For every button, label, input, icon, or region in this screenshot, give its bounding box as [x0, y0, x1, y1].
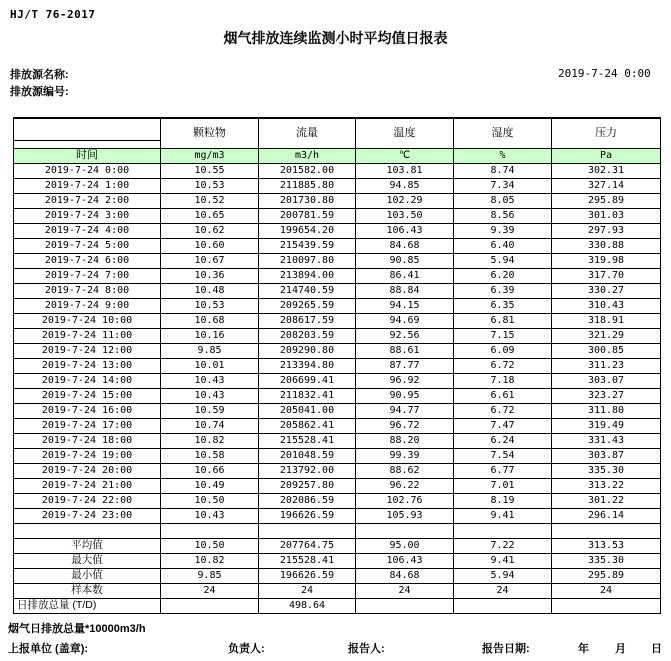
pressure-cell: 319.98	[552, 253, 661, 268]
particulate-cell: 10.67	[161, 253, 259, 268]
flow-cell: 200781.59	[259, 208, 356, 223]
flow-cell: 215439.59	[259, 238, 356, 253]
humidity-cell: 7.47	[454, 418, 552, 433]
pressure-cell	[552, 598, 661, 613]
humidity-cell: 8.05	[454, 193, 552, 208]
summary-label: 样本数	[14, 583, 161, 598]
humidity-cell: 7.54	[454, 448, 552, 463]
humidity-cell: 7.01	[454, 478, 552, 493]
humidity-cell: 5.94	[454, 568, 552, 583]
table-row	[14, 463, 661, 478]
table-row	[14, 373, 661, 388]
pressure-cell: 313.22	[552, 478, 661, 493]
monitoring-table	[13, 117, 661, 614]
table-row	[14, 208, 661, 223]
time-cell: 2019-7-24 15:00	[14, 388, 161, 403]
table-row	[14, 298, 661, 313]
particulate-cell: 10.43	[161, 508, 259, 523]
summary-label: 平均值	[14, 538, 161, 553]
temperature-cell: 84.68	[356, 568, 454, 583]
temperature-cell	[356, 598, 454, 613]
humidity-cell: 6.77	[454, 463, 552, 478]
reporter-label: 报告人:	[348, 643, 385, 655]
time-cell: 2019-7-24 12:00	[14, 343, 161, 358]
particulate-cell: 10.01	[161, 358, 259, 373]
temperature-cell: 94.85	[356, 178, 454, 193]
pressure-cell: 319.49	[552, 418, 661, 433]
table-row	[14, 163, 661, 178]
temperature-cell: 92.56	[356, 328, 454, 343]
time-header: 时间	[14, 148, 161, 163]
pressure-cell: 303.07	[552, 373, 661, 388]
time-cell: 2019-7-24 17:00	[14, 418, 161, 433]
table-row	[14, 343, 661, 358]
summary-label: 日排放总量 (T/D)	[14, 598, 161, 613]
column-header-particulate: 颗粒物	[161, 118, 259, 148]
summary-row	[14, 538, 661, 553]
pressure-cell: 295.89	[552, 568, 661, 583]
time-cell: 2019-7-24 13:00	[14, 358, 161, 373]
flow-cell: 211885.80	[259, 178, 356, 193]
summary-row	[14, 553, 661, 568]
pressure-cell: 335.30	[552, 463, 661, 478]
flow-cell: 196626.59	[259, 508, 356, 523]
month-label: 月	[615, 643, 626, 655]
temperature-cell: 90.95	[356, 388, 454, 403]
report-datetime: 2019-7-24 0:00	[558, 67, 651, 80]
pressure-cell: 303.87	[552, 448, 661, 463]
flow-cell: 209265.59	[259, 298, 356, 313]
flow-cell: 208203.59	[259, 328, 356, 343]
time-cell: 2019-7-24 19:00	[14, 448, 161, 463]
flow-cell: 208617.59	[259, 313, 356, 328]
report-date-label: 报告日期:	[482, 643, 530, 655]
pressure-cell: 296.14	[552, 508, 661, 523]
humidity-cell: 6.09	[454, 343, 552, 358]
temperature-cell: 103.81	[356, 163, 454, 178]
time-cell: 2019-7-24 0:00	[14, 163, 161, 178]
pressure-cell: 321.29	[552, 328, 661, 343]
humidity-cell: 9.41	[454, 553, 552, 568]
time-cell: 2019-7-24 14:00	[14, 373, 161, 388]
humidity-cell: 7.22	[454, 538, 552, 553]
temperature-cell: 94.15	[356, 298, 454, 313]
humidity-cell: 6.39	[454, 283, 552, 298]
year-label: 年	[578, 643, 589, 655]
temperature-cell: 99.39	[356, 448, 454, 463]
humidity-cell: 9.39	[454, 223, 552, 238]
particulate-cell: 10.74	[161, 418, 259, 433]
particulate-cell	[161, 598, 259, 613]
time-cell: 2019-7-24 2:00	[14, 193, 161, 208]
temperature-cell: 102.76	[356, 493, 454, 508]
time-cell: 2019-7-24 4:00	[14, 223, 161, 238]
particulate-cell: 10.16	[161, 328, 259, 343]
humidity-cell: 6.40	[454, 238, 552, 253]
summary-row	[14, 583, 661, 598]
unit-flow: m3/h	[259, 148, 356, 163]
particulate-cell: 10.36	[161, 268, 259, 283]
humidity-cell: 5.94	[454, 253, 552, 268]
humidity-cell: 6.61	[454, 388, 552, 403]
humidity-cell: 6.81	[454, 313, 552, 328]
humidity-cell: 24	[454, 583, 552, 598]
particulate-cell: 10.66	[161, 463, 259, 478]
flow-cell: 24	[259, 583, 356, 598]
time-cell: 2019-7-24 10:00	[14, 313, 161, 328]
particulate-cell: 10.48	[161, 283, 259, 298]
total-emission-note: 烟气日排放总量*10000m3/h	[8, 623, 146, 635]
flow-cell: 213394.80	[259, 358, 356, 373]
day-label: 日	[651, 643, 662, 655]
column-header-pressure: 压力	[552, 118, 661, 148]
particulate-cell: 10.50	[161, 493, 259, 508]
particulate-cell: 24	[161, 583, 259, 598]
flow-cell: 199654.20	[259, 223, 356, 238]
temperature-cell: 94.69	[356, 313, 454, 328]
time-cell: 2019-7-24 8:00	[14, 283, 161, 298]
table-row	[14, 283, 661, 298]
pressure-cell: 335.30	[552, 553, 661, 568]
particulate-cell: 10.55	[161, 163, 259, 178]
table-row	[14, 448, 661, 463]
particulate-cell: 10.53	[161, 298, 259, 313]
temperature-cell: 106.43	[356, 553, 454, 568]
humidity-cell: 8.74	[454, 163, 552, 178]
flow-cell: 202086.59	[259, 493, 356, 508]
time-cell: 2019-7-24 3:00	[14, 208, 161, 223]
particulate-cell: 10.60	[161, 238, 259, 253]
source-code-label: 排放源编号:	[10, 86, 69, 98]
time-cell: 2019-7-24 1:00	[14, 178, 161, 193]
temperature-cell: 106.43	[356, 223, 454, 238]
pressure-cell: 331.43	[552, 433, 661, 448]
temperature-cell: 96.22	[356, 478, 454, 493]
table-row	[14, 358, 661, 373]
time-cell: 2019-7-24 11:00	[14, 328, 161, 343]
column-header-humidity: 湿度	[454, 118, 552, 148]
page-title: 烟气排放连续监测小时平均值日报表	[223, 30, 448, 46]
flow-cell: 210097.80	[259, 253, 356, 268]
table-row	[14, 178, 661, 193]
particulate-cell: 10.58	[161, 448, 259, 463]
pressure-cell: 311.80	[552, 403, 661, 418]
pressure-cell: 330.27	[552, 283, 661, 298]
pressure-cell: 301.03	[552, 208, 661, 223]
particulate-cell: 10.43	[161, 373, 259, 388]
particulate-cell: 10.68	[161, 313, 259, 328]
table-row	[14, 223, 661, 238]
table-row	[14, 328, 661, 343]
table-row	[14, 493, 661, 508]
particulate-cell: 10.53	[161, 178, 259, 193]
particulate-cell: 10.49	[161, 478, 259, 493]
time-cell: 2019-7-24 23:00	[14, 508, 161, 523]
flow-cell: 213792.00	[259, 463, 356, 478]
flow-cell: 196626.59	[259, 568, 356, 583]
pressure-cell: 301.22	[552, 493, 661, 508]
flow-cell: 215528.41	[259, 553, 356, 568]
particulate-cell: 10.52	[161, 193, 259, 208]
unit-pressure: Pa	[552, 148, 661, 163]
time-cell: 2019-7-24 21:00	[14, 478, 161, 493]
table-row	[14, 238, 661, 253]
unit-row	[14, 148, 661, 163]
table-row	[14, 253, 661, 268]
particulate-cell: 9.85	[161, 568, 259, 583]
temperature-cell: 96.92	[356, 373, 454, 388]
table-row	[14, 268, 661, 283]
humidity-cell: 6.24	[454, 433, 552, 448]
time-cell: 2019-7-24 7:00	[14, 268, 161, 283]
flow-cell: 205862.41	[259, 418, 356, 433]
humidity-cell: 9.41	[454, 508, 552, 523]
humidity-cell: 7.34	[454, 178, 552, 193]
particulate-cell: 10.59	[161, 403, 259, 418]
time-cell: 2019-7-24 20:00	[14, 463, 161, 478]
particulate-cell: 10.82	[161, 553, 259, 568]
source-name-label: 排放源名称:	[10, 69, 69, 81]
particulate-cell: 10.62	[161, 223, 259, 238]
column-header-flow: 流量	[259, 118, 356, 148]
unit-temperature: ℃	[356, 148, 454, 163]
temperature-cell: 103.50	[356, 208, 454, 223]
flow-cell: 201048.59	[259, 448, 356, 463]
table-row	[14, 193, 661, 208]
particulate-cell: 10.43	[161, 388, 259, 403]
summary-row	[14, 568, 661, 583]
summary-row	[14, 598, 661, 613]
corner-divider	[14, 126, 160, 141]
particulate-cell: 10.65	[161, 208, 259, 223]
humidity-cell: 8.56	[454, 208, 552, 223]
humidity-cell: 7.18	[454, 373, 552, 388]
data-rows	[14, 163, 661, 523]
table-row	[14, 478, 661, 493]
temperature-cell: 88.20	[356, 433, 454, 448]
flow-cell: 213894.00	[259, 268, 356, 283]
pressure-cell: 295.89	[552, 193, 661, 208]
pressure-cell: 317.70	[552, 268, 661, 283]
time-cell: 2019-7-24 16:00	[14, 403, 161, 418]
humidity-cell: 7.15	[454, 328, 552, 343]
temperature-cell: 87.77	[356, 358, 454, 373]
unit-humidity: %	[454, 148, 552, 163]
flow-cell: 498.64	[259, 598, 356, 613]
temperature-cell: 88.62	[356, 463, 454, 478]
temperature-cell: 90.85	[356, 253, 454, 268]
column-header-row	[14, 118, 661, 148]
temperature-cell: 96.72	[356, 418, 454, 433]
temperature-cell: 86.41	[356, 268, 454, 283]
table-corner-cell	[14, 118, 161, 148]
particulate-cell: 10.82	[161, 433, 259, 448]
pressure-cell: 327.14	[552, 178, 661, 193]
spacer-row	[14, 523, 661, 538]
particulate-cell: 9.85	[161, 343, 259, 358]
table-row	[14, 388, 661, 403]
humidity-cell: 8.19	[454, 493, 552, 508]
time-cell: 2019-7-24 6:00	[14, 253, 161, 268]
table-row	[14, 313, 661, 328]
pressure-cell: 24	[552, 583, 661, 598]
time-cell: 2019-7-24 9:00	[14, 298, 161, 313]
standard-code: HJ/T 76-2017	[10, 8, 96, 21]
pressure-cell: 297.93	[552, 223, 661, 238]
humidity-cell: 6.20	[454, 268, 552, 283]
responsible-person-label: 负责人:	[228, 643, 265, 655]
temperature-cell: 24	[356, 583, 454, 598]
flow-cell: 205041.00	[259, 403, 356, 418]
pressure-cell: 330.88	[552, 238, 661, 253]
flow-cell: 201730.80	[259, 193, 356, 208]
time-cell: 2019-7-24 5:00	[14, 238, 161, 253]
flow-cell: 207764.75	[259, 538, 356, 553]
particulate-cell: 10.50	[161, 538, 259, 553]
report-unit-label: 上报单位 (盖章):	[8, 643, 89, 655]
pressure-cell: 302.31	[552, 163, 661, 178]
flow-cell: 211832.41	[259, 388, 356, 403]
unit-particulate: mg/m3	[161, 148, 259, 163]
pressure-cell: 323.27	[552, 388, 661, 403]
pressure-cell: 311.23	[552, 358, 661, 373]
flow-cell: 215528.41	[259, 433, 356, 448]
temperature-cell: 88.61	[356, 343, 454, 358]
summary-rows	[14, 538, 661, 613]
temperature-cell: 88.84	[356, 283, 454, 298]
temperature-cell: 102.29	[356, 193, 454, 208]
spacer-row-group	[14, 523, 661, 538]
pressure-cell: 300.85	[552, 343, 661, 358]
pressure-cell: 310.43	[552, 298, 661, 313]
flow-cell: 209290.80	[259, 343, 356, 358]
table-row	[14, 508, 661, 523]
temperature-cell: 94.77	[356, 403, 454, 418]
humidity-cell: 6.72	[454, 358, 552, 373]
table-row	[14, 418, 661, 433]
pressure-cell: 318.91	[552, 313, 661, 328]
column-header-temperature: 温度	[356, 118, 454, 148]
humidity-cell	[454, 598, 552, 613]
table-row	[14, 403, 661, 418]
time-cell: 2019-7-24 18:00	[14, 433, 161, 448]
time-cell: 2019-7-24 22:00	[14, 493, 161, 508]
temperature-cell: 95.00	[356, 538, 454, 553]
flow-cell: 206699.41	[259, 373, 356, 388]
pressure-cell: 313.53	[552, 538, 661, 553]
summary-label: 最大值	[14, 553, 161, 568]
flow-cell: 209257.80	[259, 478, 356, 493]
temperature-cell: 84.68	[356, 238, 454, 253]
flow-cell: 214740.59	[259, 283, 356, 298]
flow-cell: 201582.00	[259, 163, 356, 178]
humidity-cell: 6.72	[454, 403, 552, 418]
temperature-cell: 105.93	[356, 508, 454, 523]
table-row	[14, 433, 661, 448]
humidity-cell: 6.35	[454, 298, 552, 313]
summary-label: 最小值	[14, 568, 161, 583]
